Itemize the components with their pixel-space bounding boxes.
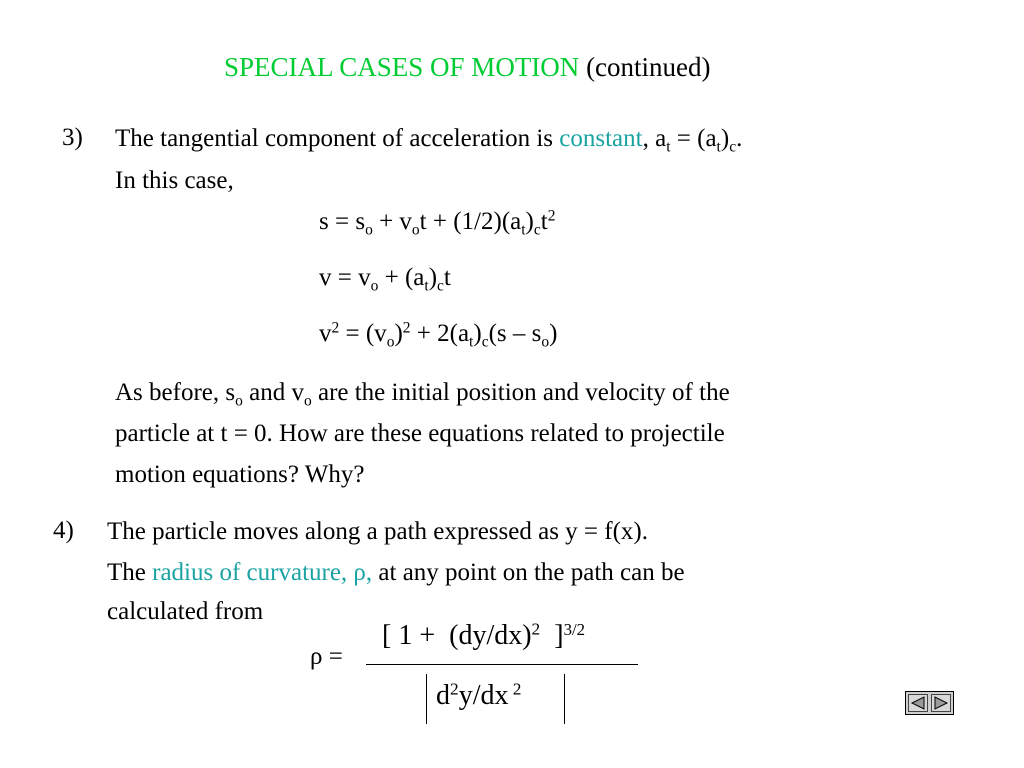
case-3-number: 3) (62, 124, 83, 151)
case-4-line-3: calculated from (107, 598, 264, 625)
prev-slide-button[interactable] (908, 694, 928, 712)
equation-position: $s = s_o + v_ot + (1/2)(a_t)_ct^2$ (319, 207, 556, 239)
equation-velocity: $v = v_o + (a_t)_ct$ (319, 264, 451, 295)
title-suffix: (continued) (586, 52, 711, 82)
navigation-control (905, 691, 954, 715)
case-4-line-1: The particle moves along a path expressed as y = f(x). (107, 518, 648, 545)
case-4-radius-of-curvature: radius of curvature, ρ, (152, 559, 373, 586)
case-3-line-2: In this case, (115, 167, 234, 194)
case-3-intro: The tangential component of acceleration is (115, 125, 554, 152)
page-title (224, 52, 711, 83)
case-4-the: The (107, 559, 146, 586)
next-slide-button[interactable] (931, 694, 951, 712)
case-4-tail: at any point on the path can be (378, 559, 685, 586)
formula-rho-label: ρ = (310, 643, 343, 670)
abs-bar-left (426, 674, 427, 724)
equation-velocity-squared: $v^2 = (v_o)^2 + 2(a_t)_c(s - s_o)$ (319, 319, 558, 351)
case-3-para-tail: are the initial position and velocity of the (317, 379, 730, 406)
formula-denominator: $d^2y/dx$ $^2$ (436, 679, 522, 711)
case-3-para-line-3: motion equations? Why? (115, 461, 365, 488)
fraction-bar (366, 664, 638, 665)
case-3-para-line-1: As before, $s_o$ and $v_o$ are the initial position and velocity of the (115, 379, 730, 410)
prev-arrow-icon (910, 696, 926, 710)
case-4-number: 4) (53, 517, 74, 544)
case-3-para-line-2: particle at t = 0. How are these equations related to projectile (115, 420, 725, 447)
formula-numerator: [ $1 + (dy/dx)^2$ ]$^{3/2}$ (382, 619, 586, 651)
abs-bar-right (564, 674, 565, 724)
next-arrow-icon (933, 696, 949, 710)
case-3-constant: constant (559, 125, 643, 152)
title-main: SPECIAL CASES OF MOTION (224, 52, 580, 82)
case-3-line-1: The tangential component of acceleration is constant, $a_t = (a_t)_c$. (115, 125, 743, 156)
case-4-line-2 (107, 558, 685, 588)
